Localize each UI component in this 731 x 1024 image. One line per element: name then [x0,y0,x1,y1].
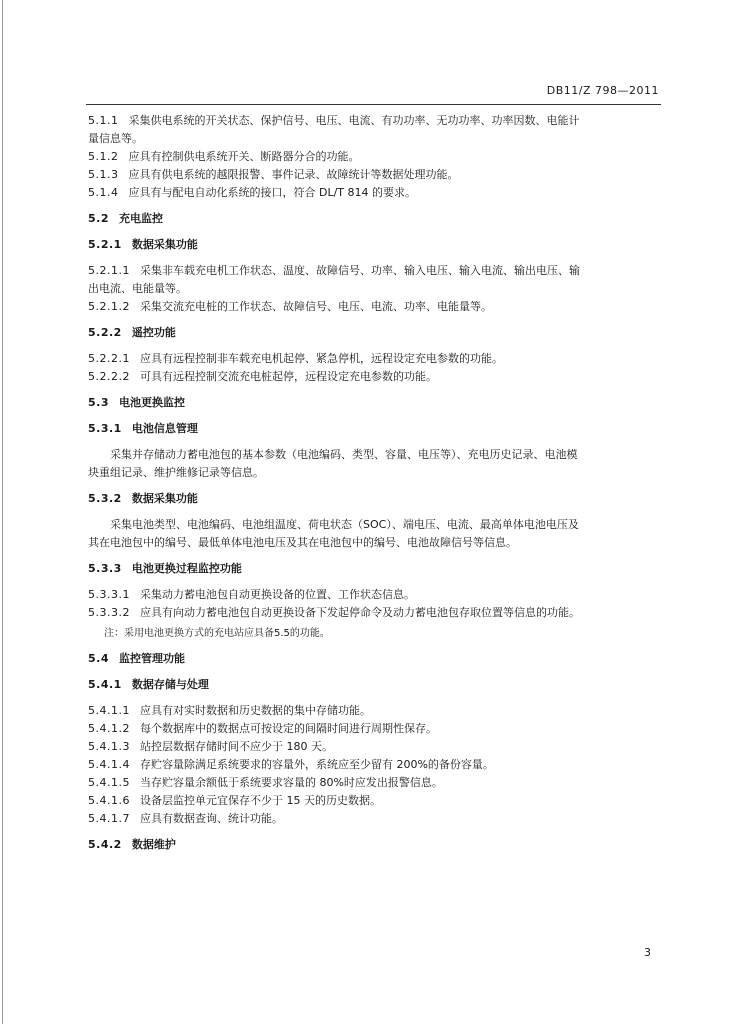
clause-number: 5.4.1.7 [88,812,130,825]
section-heading [88,210,664,228]
clause-number: 5.2.1 [88,238,122,251]
document-body [88,112,664,854]
clause-text: 块重组记录、维护维修记录等信息。 [88,466,264,479]
text-line [88,810,664,828]
text-line [88,774,664,792]
clause-text: 设备层监控单元宜保存不少于 15 天的历史数据。 [139,794,381,807]
clause-text: 数据采集功能 [131,238,198,251]
section-heading [88,560,664,578]
clause-text: 采集供电系统的开关状态、保护信号、电压、电流、有功功率、无功功率、功率因数、电能计 [128,114,580,127]
text-line [88,446,664,464]
clause-text: 采集动力蓄电池包自动更换设备的位置、工作状态信息。 [139,588,415,601]
clause-text: 其在电池包中的编号、最低单体电池电压及其在电池包中的编号、电池故障信号等信息。 [88,536,517,549]
clause-text: 数据存储与处理 [131,678,209,691]
clause-number: 5.1.1 [88,114,119,127]
section-heading [88,236,664,254]
clause-number: 5.4 [88,652,109,665]
page-number: 3 [644,946,651,959]
clause-number: 5.2.1.1 [88,264,130,277]
text-line [88,368,664,386]
text-line [88,464,664,482]
text-line [88,738,664,756]
clause-number: 5.3 [88,396,109,409]
text-line [88,130,664,148]
clause-text: 数据维护 [131,838,176,851]
clause-number: 5.3.1 [88,422,122,435]
spacer [88,342,664,350]
section-heading [88,420,664,438]
section-heading [88,490,664,508]
clause-number: 5.3.3.2 [88,606,130,619]
text-line [88,166,664,184]
spacer [88,386,664,394]
clause-number: 5.1.3 [88,168,119,181]
section-heading [88,836,664,854]
clause-text: 采集电池类型、电池编码、电池组温度、荷电状态（SOC）、端电压、电流、最高单体电池电压及 [110,518,579,531]
clause-text: 注：采用电池更换方式的充电站应具备5.5的功能。 [104,628,330,639]
text-line [88,280,664,298]
clause-text: 存贮容量除满足系统要求的容量外，系统应至少留有 200%的备份容量。 [139,758,494,771]
spacer [88,412,664,420]
spacer [88,202,664,210]
text-line [88,184,664,202]
text-line [88,586,664,604]
spacer [88,228,664,236]
clause-number: 5.4.1 [88,678,122,691]
spacer [88,316,664,324]
clause-text: 应具有供电系统的越限报警、事件记录、故障统计等数据处理功能。 [128,168,459,181]
spacer [88,668,664,676]
clause-text: 数据采集功能 [131,492,198,505]
clause-number: 5.2 [88,212,109,225]
clause-text: 电池更换监控 [119,396,185,409]
text-line [88,756,664,774]
clause-text: 采集并存储动力蓄电池包的基本参数（电池编码、类型、容量、电压等）、充电历史记录、电池模 [110,448,578,461]
clause-number: 5.2.2.2 [88,370,130,383]
header-rule [86,104,661,105]
clause-text: 可具有远程控制交流充电桩起停，远程设定充电参数的功能。 [139,370,437,383]
clause-number: 5.4.1.3 [88,740,130,753]
clause-number: 5.4.2 [88,838,122,851]
clause-number: 5.1.2 [88,150,119,163]
clause-text: 应具有对实时数据和历史数据的集中存储功能。 [139,704,371,717]
clause-number: 5.2.1.2 [88,300,130,313]
text-line [88,298,664,316]
clause-text: 站控层数据存储时间不应少于 180 天。 [139,740,333,753]
clause-number: 5.2.2.1 [88,352,130,365]
spacer [88,694,664,702]
spacer [88,254,664,262]
clause-text: 量信息等。 [88,132,143,145]
clause-text: 应具有控制供电系统开关、断路器分合的功能。 [128,150,360,163]
text-line [88,112,664,130]
spacer [88,438,664,446]
clause-number: 5.4.1.5 [88,776,130,789]
clause-number: 5.3.3.1 [88,588,130,601]
standard-code: DB11/Z 798—2011 [546,84,659,97]
spacer [88,578,664,586]
clause-number: 5.4.1.1 [88,704,130,717]
section-heading [88,394,664,412]
clause-text: 应具有与配电自动化系统的接口，符合 DL/T 814 的要求。 [128,186,417,199]
clause-text: 应具有向动力蓄电池包自动更换设备下发起停命令及动力蓄电池包存取位置等信息的功能。 [139,606,580,619]
spacer [88,482,664,490]
note-line [88,626,664,642]
clause-text: 当存贮容量余额低于系统要求容量的 80%时应发出报警信息。 [139,776,443,789]
text-line [88,148,664,166]
clause-text: 遥控功能 [131,326,176,339]
text-line [88,702,664,720]
clause-number: 5.4.1.6 [88,794,130,807]
text-line [88,534,664,552]
clause-text: 应具有远程控制非车载充电机起停、紧急停机，远程设定充电参数的功能。 [139,352,503,365]
clause-number: 5.3.3 [88,562,122,575]
text-line [88,350,664,368]
clause-number: 5.4.1.2 [88,722,130,735]
section-heading [88,324,664,342]
clause-number: 5.4.1.4 [88,758,130,771]
text-line [88,604,664,622]
section-heading [88,676,664,694]
clause-text: 充电监控 [119,212,163,225]
spacer [88,508,664,516]
clause-text: 电池更换过程监控功能 [131,562,242,575]
clause-text: 应具有数据查询、统计功能。 [139,812,283,825]
page-left-border [2,0,3,1024]
spacer [88,828,664,836]
clause-number: 5.1.4 [88,186,119,199]
clause-text: 采集非车载充电机工作状态、温度、故障信号、功率、输入电压、输入电流、输出电压、输 [139,264,580,277]
spacer [88,552,664,560]
text-line [88,262,664,280]
clause-number: 5.3.2 [88,492,122,505]
clause-text: 出电流、电能量等。 [88,282,187,295]
text-line [88,792,664,810]
clause-text: 每个数据库中的数据点可按设定的间隔时间进行周期性保存。 [139,722,437,735]
clause-text: 采集交流充电桩的工作状态、故障信号、电压、电流、功率、电能量等。 [139,300,492,313]
spacer [88,642,664,650]
text-line [88,720,664,738]
section-heading [88,650,664,668]
clause-number: 5.2.2 [88,326,122,339]
clause-text: 监控管理功能 [119,652,185,665]
text-line [88,516,664,534]
clause-text: 电池信息管理 [131,422,198,435]
